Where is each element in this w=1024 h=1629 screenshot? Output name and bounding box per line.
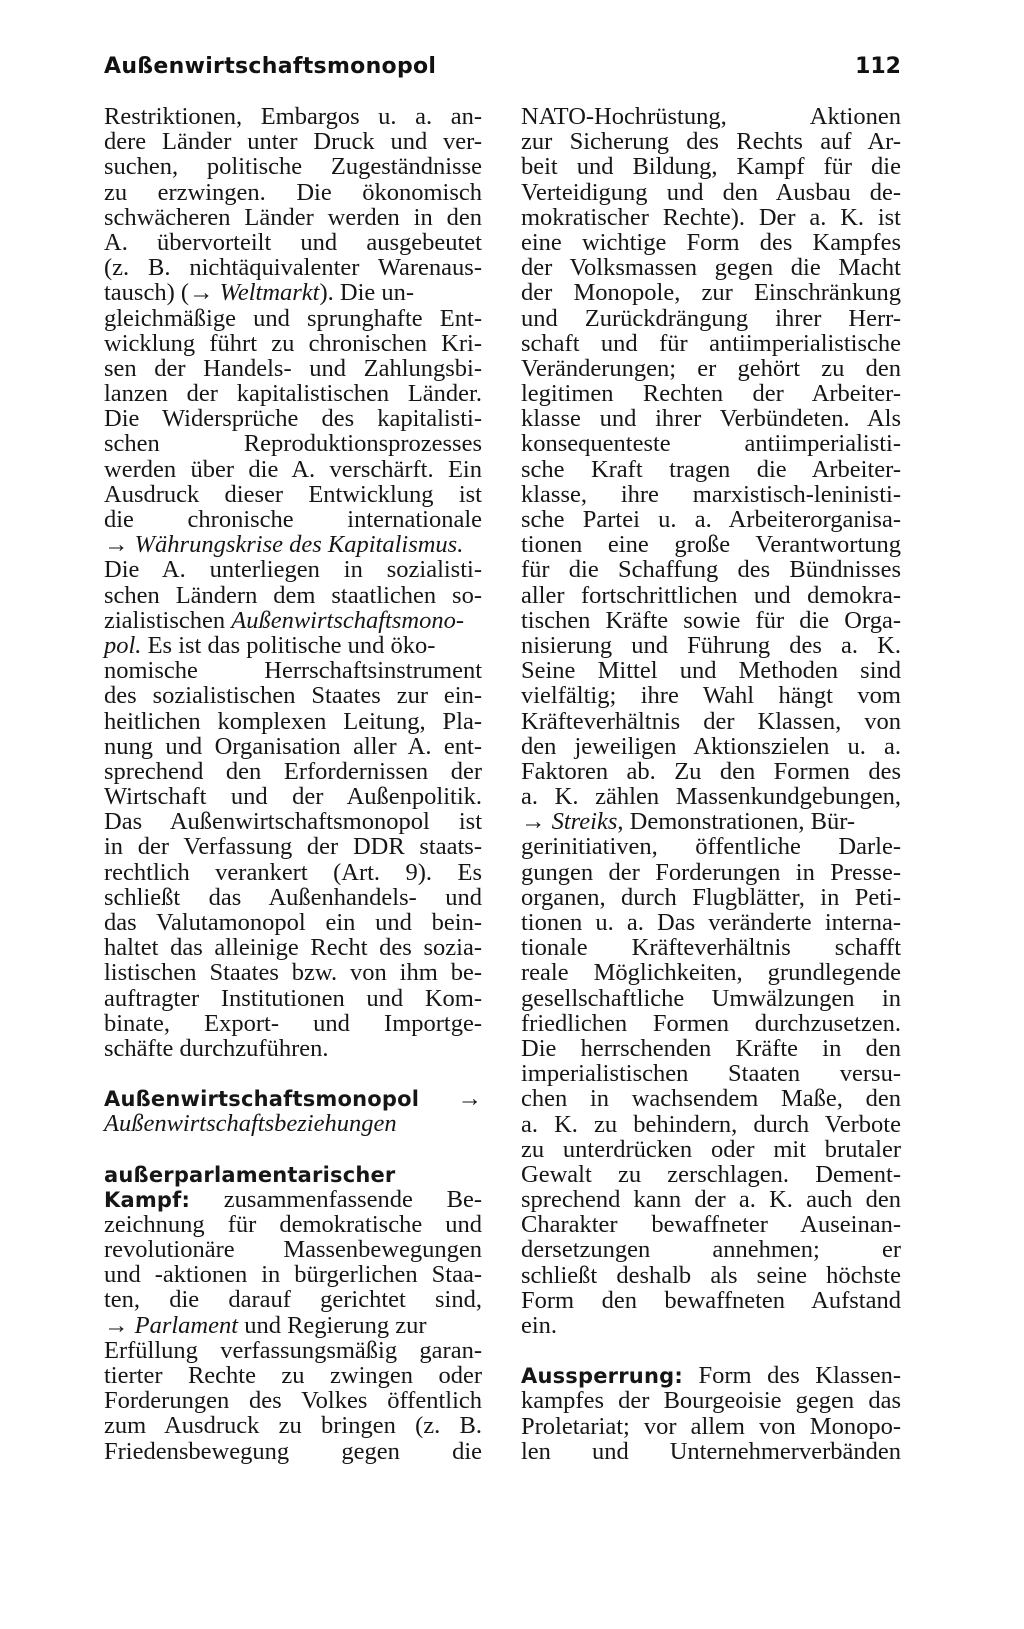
text-line: aller fortschrittlichen und demokra- xyxy=(521,582,901,608)
text-line: schwächeren Länder werden in den xyxy=(104,204,482,230)
text-line: schließt deshalb als seine höchste xyxy=(521,1262,901,1288)
text-line: den jeweiligen Aktionszielen u. a. xyxy=(521,733,901,759)
arrow-icon: → xyxy=(104,531,135,559)
text-line: legitimen Rechten der Arbeiter- xyxy=(521,381,901,407)
text-line xyxy=(104,633,482,658)
text-line: Form den bewaffneten Aufstand xyxy=(521,1287,901,1313)
text-line: der Monopole, zur Einschränkung xyxy=(521,280,901,306)
text-line: für die Schaffung des Bündnisses xyxy=(521,557,901,583)
arrow-prefix: tausch) (→ xyxy=(104,279,220,307)
text-line: sche Kraft tragen die Arbeiter- xyxy=(521,456,901,482)
text-line: sen der Handels- und Zahlungsbi- xyxy=(104,355,482,382)
text-line: konsequenteste antiimperialisti- xyxy=(521,431,901,457)
text-line: des sozialistischen Staates zur ein- xyxy=(104,683,482,709)
text-line: Die Widersprüche des kapitalisti- xyxy=(104,406,482,432)
text-line: Forderungen des Volkes öffentlich xyxy=(104,1388,482,1414)
text-line: beit und Bildung, Kampf für die xyxy=(521,154,901,180)
text-line: (z. B. nichtäquivalenter Warenaus- xyxy=(104,255,482,281)
text-line: gungen der Forderungen in Presse- xyxy=(521,859,901,885)
text-line: tierter Rechte zu zwingen oder xyxy=(104,1363,482,1389)
text-line: rechtlich verankert (Art. 9). Es xyxy=(104,859,482,885)
text-line: nung und Organisation aller A. ent- xyxy=(104,733,482,759)
text-line: Die herrschenden Kräfte in den xyxy=(521,1035,901,1062)
text-line: tischen Kräfte sowie für die Orga- xyxy=(521,607,901,633)
text-line: organen, durch Flugblätter, in Peti- xyxy=(521,884,901,910)
cross-reference-link[interactable]: Außenwirtschaftsbeziehungen xyxy=(104,1110,397,1138)
text-line: reale Möglichkeiten, grundlegende xyxy=(521,960,901,986)
cross-reference-link[interactable]: pol. xyxy=(104,631,142,659)
text-line: vielfältig; ihre Wahl hängt vom xyxy=(521,683,901,709)
text-line: listischen Staates bzw. von ihm be- xyxy=(104,960,482,986)
text-fragment: , Demonstrationen, Bür- xyxy=(617,808,856,836)
text-line: Veränderungen; er gehört zu den xyxy=(521,355,901,382)
text-line: ten, die darauf gerichtet sind, xyxy=(104,1287,482,1313)
text-line: Wirtschaft und der Außenpolitik. xyxy=(104,784,482,810)
text-line: das Valutamonopol ein und bein- xyxy=(104,910,482,936)
cross-reference-link[interactable]: Währungskrise des Kapitalismus. xyxy=(134,531,464,559)
text-line: Die A. unterliegen in sozialisti- xyxy=(104,557,482,583)
text-line: Seine Mittel und Methoden sind xyxy=(521,658,901,684)
text-line: schäfte durchzuführen. xyxy=(104,1034,329,1062)
text-line: schen Reproduktionsprozesses xyxy=(104,431,482,457)
right-column xyxy=(521,104,901,1464)
text-line xyxy=(521,1363,901,1388)
text-line: gerinitiativen, öffentliche Darle- xyxy=(521,834,901,860)
text-line: tionen u. a. Das veränderte interna- xyxy=(521,910,901,936)
cross-reference-link[interactable]: Außenwirtschaftsmono- xyxy=(231,606,464,634)
text-line: klasse und ihrer Verbündeten. Als xyxy=(521,406,901,432)
arrow-icon: → xyxy=(104,1311,135,1339)
text-line: binate, Export- und Importge- xyxy=(104,1010,482,1036)
text-line xyxy=(104,1111,482,1136)
text-line: schaft und für antiimperialistische xyxy=(521,330,901,356)
text-line xyxy=(104,1187,482,1212)
text-line: Friedensbewegung gegen die xyxy=(104,1438,482,1464)
text-line: zum Ausdruck zu bringen (z. B. xyxy=(104,1413,482,1439)
text-fragment: zusammenfassende Be- xyxy=(190,1186,482,1212)
cross-reference-link[interactable]: Weltmarkt xyxy=(219,279,320,307)
text-line: und -aktionen in bürgerlichen Staa- xyxy=(104,1262,482,1288)
running-head-title: Außenwirtschaftsmonopol xyxy=(104,54,437,79)
entry-spacer xyxy=(104,1137,482,1162)
text-line: Charakter bewaffneter Auseinan- xyxy=(521,1212,901,1238)
text-line: der Volksmassen gegen die Macht xyxy=(521,255,901,281)
page-header xyxy=(104,54,901,88)
text-line: chen in wachsendem Maße, den xyxy=(521,1086,901,1112)
text-line: tionen eine große Verantwortung xyxy=(521,532,901,558)
text-line: A. übervorteilt und ausgebeutet xyxy=(104,229,482,256)
text-line: auftragter Institutionen und Kom- xyxy=(104,985,482,1011)
text-line: sprechend den Erfordernissen der xyxy=(104,758,482,785)
text-line: gesellschaftliche Umwälzungen in xyxy=(521,985,901,1011)
text-fragment: zialistischen xyxy=(104,606,232,634)
text-line: zu erzwingen. Die ökonomisch xyxy=(104,179,482,205)
text-line: ein. xyxy=(521,1312,558,1339)
page-number: 112 xyxy=(855,54,901,79)
text-line: a. K. zählen Massenkundgebungen, xyxy=(521,784,901,810)
text-line xyxy=(104,532,482,557)
text-line: Erfüllung verfassungsmäßig garan- xyxy=(104,1337,482,1363)
text-line: Restriktionen, Embargos u. a. an- xyxy=(104,104,482,130)
text-line: zur Sicherung des Rechts auf Ar- xyxy=(521,129,901,155)
left-column xyxy=(104,104,482,1464)
text-line: friedlichen Formen durchzusetzen. xyxy=(521,1010,901,1036)
entry-headword: Kampf: xyxy=(104,1187,191,1212)
text-fragment: Es ist das politische und öko- xyxy=(141,631,436,659)
text-line: zeichnung für demokratische und xyxy=(104,1211,482,1238)
text-line: len und Unternehmerverbänden xyxy=(521,1438,901,1464)
entry-headword: Aussperrung: xyxy=(521,1364,683,1389)
text-line: die chronische internationale xyxy=(104,507,482,533)
text-line xyxy=(104,280,482,305)
text-line: Verteidigung und den Ausbau de- xyxy=(521,179,901,205)
arrow-icon: → xyxy=(521,808,552,836)
text-line: Kräfteverhältnis der Klassen, von xyxy=(521,708,901,734)
text-line: tionale Kräfteverhältnis schafft xyxy=(521,935,901,961)
cross-reference-link[interactable]: Parlament xyxy=(134,1311,239,1339)
text-line: imperialistischen Staaten versu- xyxy=(521,1061,901,1087)
text-line: dersetzungen annehmen; er xyxy=(521,1237,901,1263)
text-line: zu unterdrücken oder mit brutaler xyxy=(521,1136,901,1162)
entry-heading-line xyxy=(104,1086,482,1111)
text-line: und Zurückdrängung ihrer Herr- xyxy=(521,305,901,331)
text-line: Das Außenwirtschaftsmonopol ist xyxy=(104,809,482,835)
text-line: heitlichen komplexen Leitung, Pla- xyxy=(104,708,482,734)
text-line: gleichmäßige und sprunghafte Ent- xyxy=(104,305,482,331)
entry-headword: außerparlamentarischer xyxy=(104,1162,396,1187)
text-line: lanzen der kapitalistischen Länder. xyxy=(104,381,482,407)
text-fragment: Form des Klassen- xyxy=(682,1363,901,1389)
text-line: nomische Herrschaftsinstrument xyxy=(104,658,482,684)
text-line: schließt das Außenhandels- und xyxy=(104,884,482,910)
text-line: kampfes der Bourgeoisie gegen das xyxy=(521,1388,901,1414)
entry-spacer xyxy=(521,1338,901,1363)
text-fragment: und Regierung zur xyxy=(238,1311,427,1339)
text-line: haltet das alleinige Recht des sozia- xyxy=(104,935,482,961)
text-line: in der Verfassung der DDR staats- xyxy=(104,834,482,860)
text-line: sche Partei u. a. Arbeiterorganisa- xyxy=(521,507,901,533)
text-fragment: ). Die un- xyxy=(319,279,415,307)
text-line: schen Ländern dem staatlichen so- xyxy=(104,582,482,608)
text-line: werden über die A. verschärft. Ein xyxy=(104,456,482,482)
text-line: nisierung und Führung des a. K. xyxy=(521,632,901,659)
text-line: a. K. zu behindern, durch Verbote xyxy=(521,1111,901,1137)
text-line: eine wichtige Form des Kampfes xyxy=(521,229,901,256)
text-line: Faktoren ab. Zu den Formen des xyxy=(521,758,901,785)
text-line: revolutionäre Massenbewegungen xyxy=(104,1237,482,1263)
text-line xyxy=(104,1313,482,1338)
entry-headword: Außenwirtschaftsmonopol xyxy=(104,1087,420,1112)
text-line xyxy=(521,809,901,834)
text-line: Gewalt zu zerschlagen. Dement- xyxy=(521,1161,901,1188)
text-line: sprechend kann der a. K. auch den xyxy=(521,1187,901,1213)
text-line: NATO-Hochrüstung, Aktionen xyxy=(521,104,901,130)
text-line: dere Länder unter Druck und ver- xyxy=(104,129,482,155)
entry-heading-line xyxy=(104,1162,482,1187)
text-line: suchen, politische Zugeständnisse xyxy=(104,154,482,180)
entry-spacer xyxy=(104,1061,482,1086)
text-line: Proletariat; vor allem von Monopo- xyxy=(521,1413,901,1439)
text-line xyxy=(104,608,482,633)
text-line: wicklung führt zu chronischen Kri- xyxy=(104,330,482,356)
text-line: Ausdruck dieser Entwicklung ist xyxy=(104,481,482,507)
text-line: klasse, ihre marxistisch-leninisti- xyxy=(521,481,901,507)
cross-reference-link[interactable]: Streiks xyxy=(551,808,618,836)
text-line: mokratischer Rechte). Der a. K. ist xyxy=(521,204,901,230)
arrow-icon: → xyxy=(457,1086,482,1112)
